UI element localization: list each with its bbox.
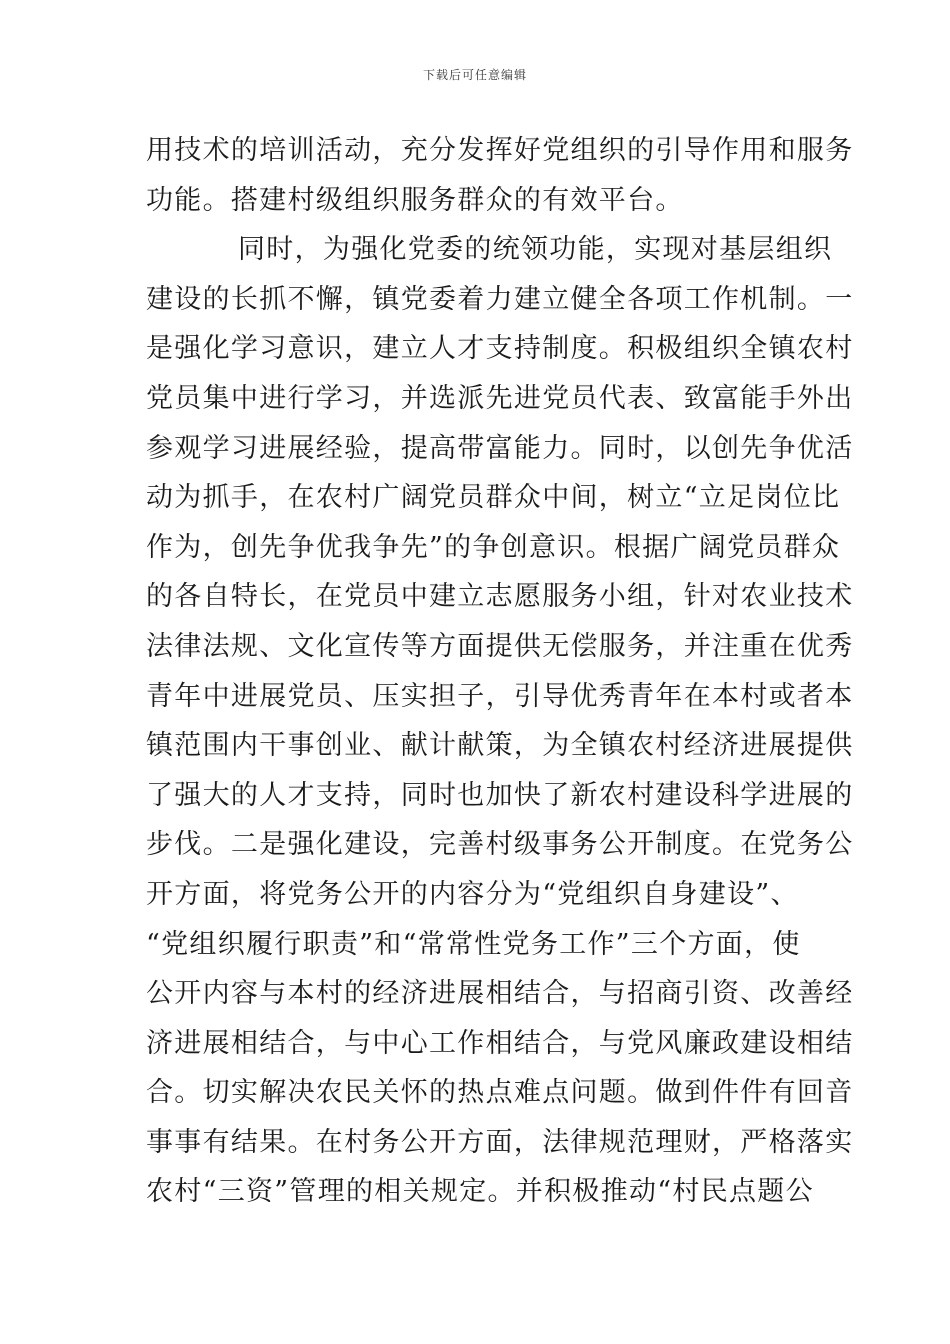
text-line: 是强化学习意识，建立人才支持制度。积极组织全镇农村 [146,333,854,365]
text-line: 青年中进展党员、压实担子，引导优秀青年在本村或者本 [146,680,854,712]
text-line: 功能。搭建村级组织服务群众的有效平台。 [146,184,684,216]
text-line: “党组织履行职责”和“常常性党务工作”三个方面，使 [146,928,801,960]
text-line: 作为，创先争优我争先”的争创意识。根据广阔党员群众 [146,531,841,563]
text-line: 济进展相结合，与中心工作相结合，与党风廉政建设相结 [146,1027,854,1059]
text-line: 建设的长抓不懈，镇党委着力建立健全各项工作机制。一 [146,283,854,315]
text-line: 动为抓手，在农村广阔党员群众中间，树立“立足岗位比 [146,482,841,514]
text-line: 合。切实解决农民关怀的热点难点问题。做到件件有回音 [146,1077,854,1109]
text-line: 开方面，将党务公开的内容分为“党组织自身建设”、 [146,878,799,910]
text-line: 步伐。二是强化建设，完善村级事务公开制度。在党务公 [146,829,854,861]
text-line: 公开内容与本村的经济进展相结合，与招商引资、改善经 [146,978,854,1010]
text-line: 事事有结果。在村务公开方面，法律规范理财，严格落实 [146,1126,854,1158]
text-line: 党员集中进行学习，并选派先进党员代表、致富能手外出 [146,382,854,414]
text-line: 了强大的人才支持，同时也加快了新农村建设科学进展的 [146,779,854,811]
text-line: 的各自特长，在党员中建立志愿服务小组，针对农业技术 [146,581,854,613]
page-header: 下载后可任意编辑 [422,68,527,82]
text-line: 用技术的培训活动，充分发挥好党组织的引导作用和服务 [146,135,854,166]
text-line: 农村“三资”管理的相关规定。并积极推动“村民点题公 [146,1176,814,1208]
text-line: 参观学习进展经验，提高带富能力。同时，以创先争优活 [146,432,854,464]
paragraph-start-line: 同时，为强化党委的统领功能，实现对基层组织 [238,234,833,266]
document-body [146,126,854,1217]
text-line: 镇范围内干事创业、献计献策，为全镇农村经济进展提供 [146,730,854,762]
text-line: 法律法规、文化宣传等方面提供无偿服务，并注重在优秀 [146,630,854,662]
